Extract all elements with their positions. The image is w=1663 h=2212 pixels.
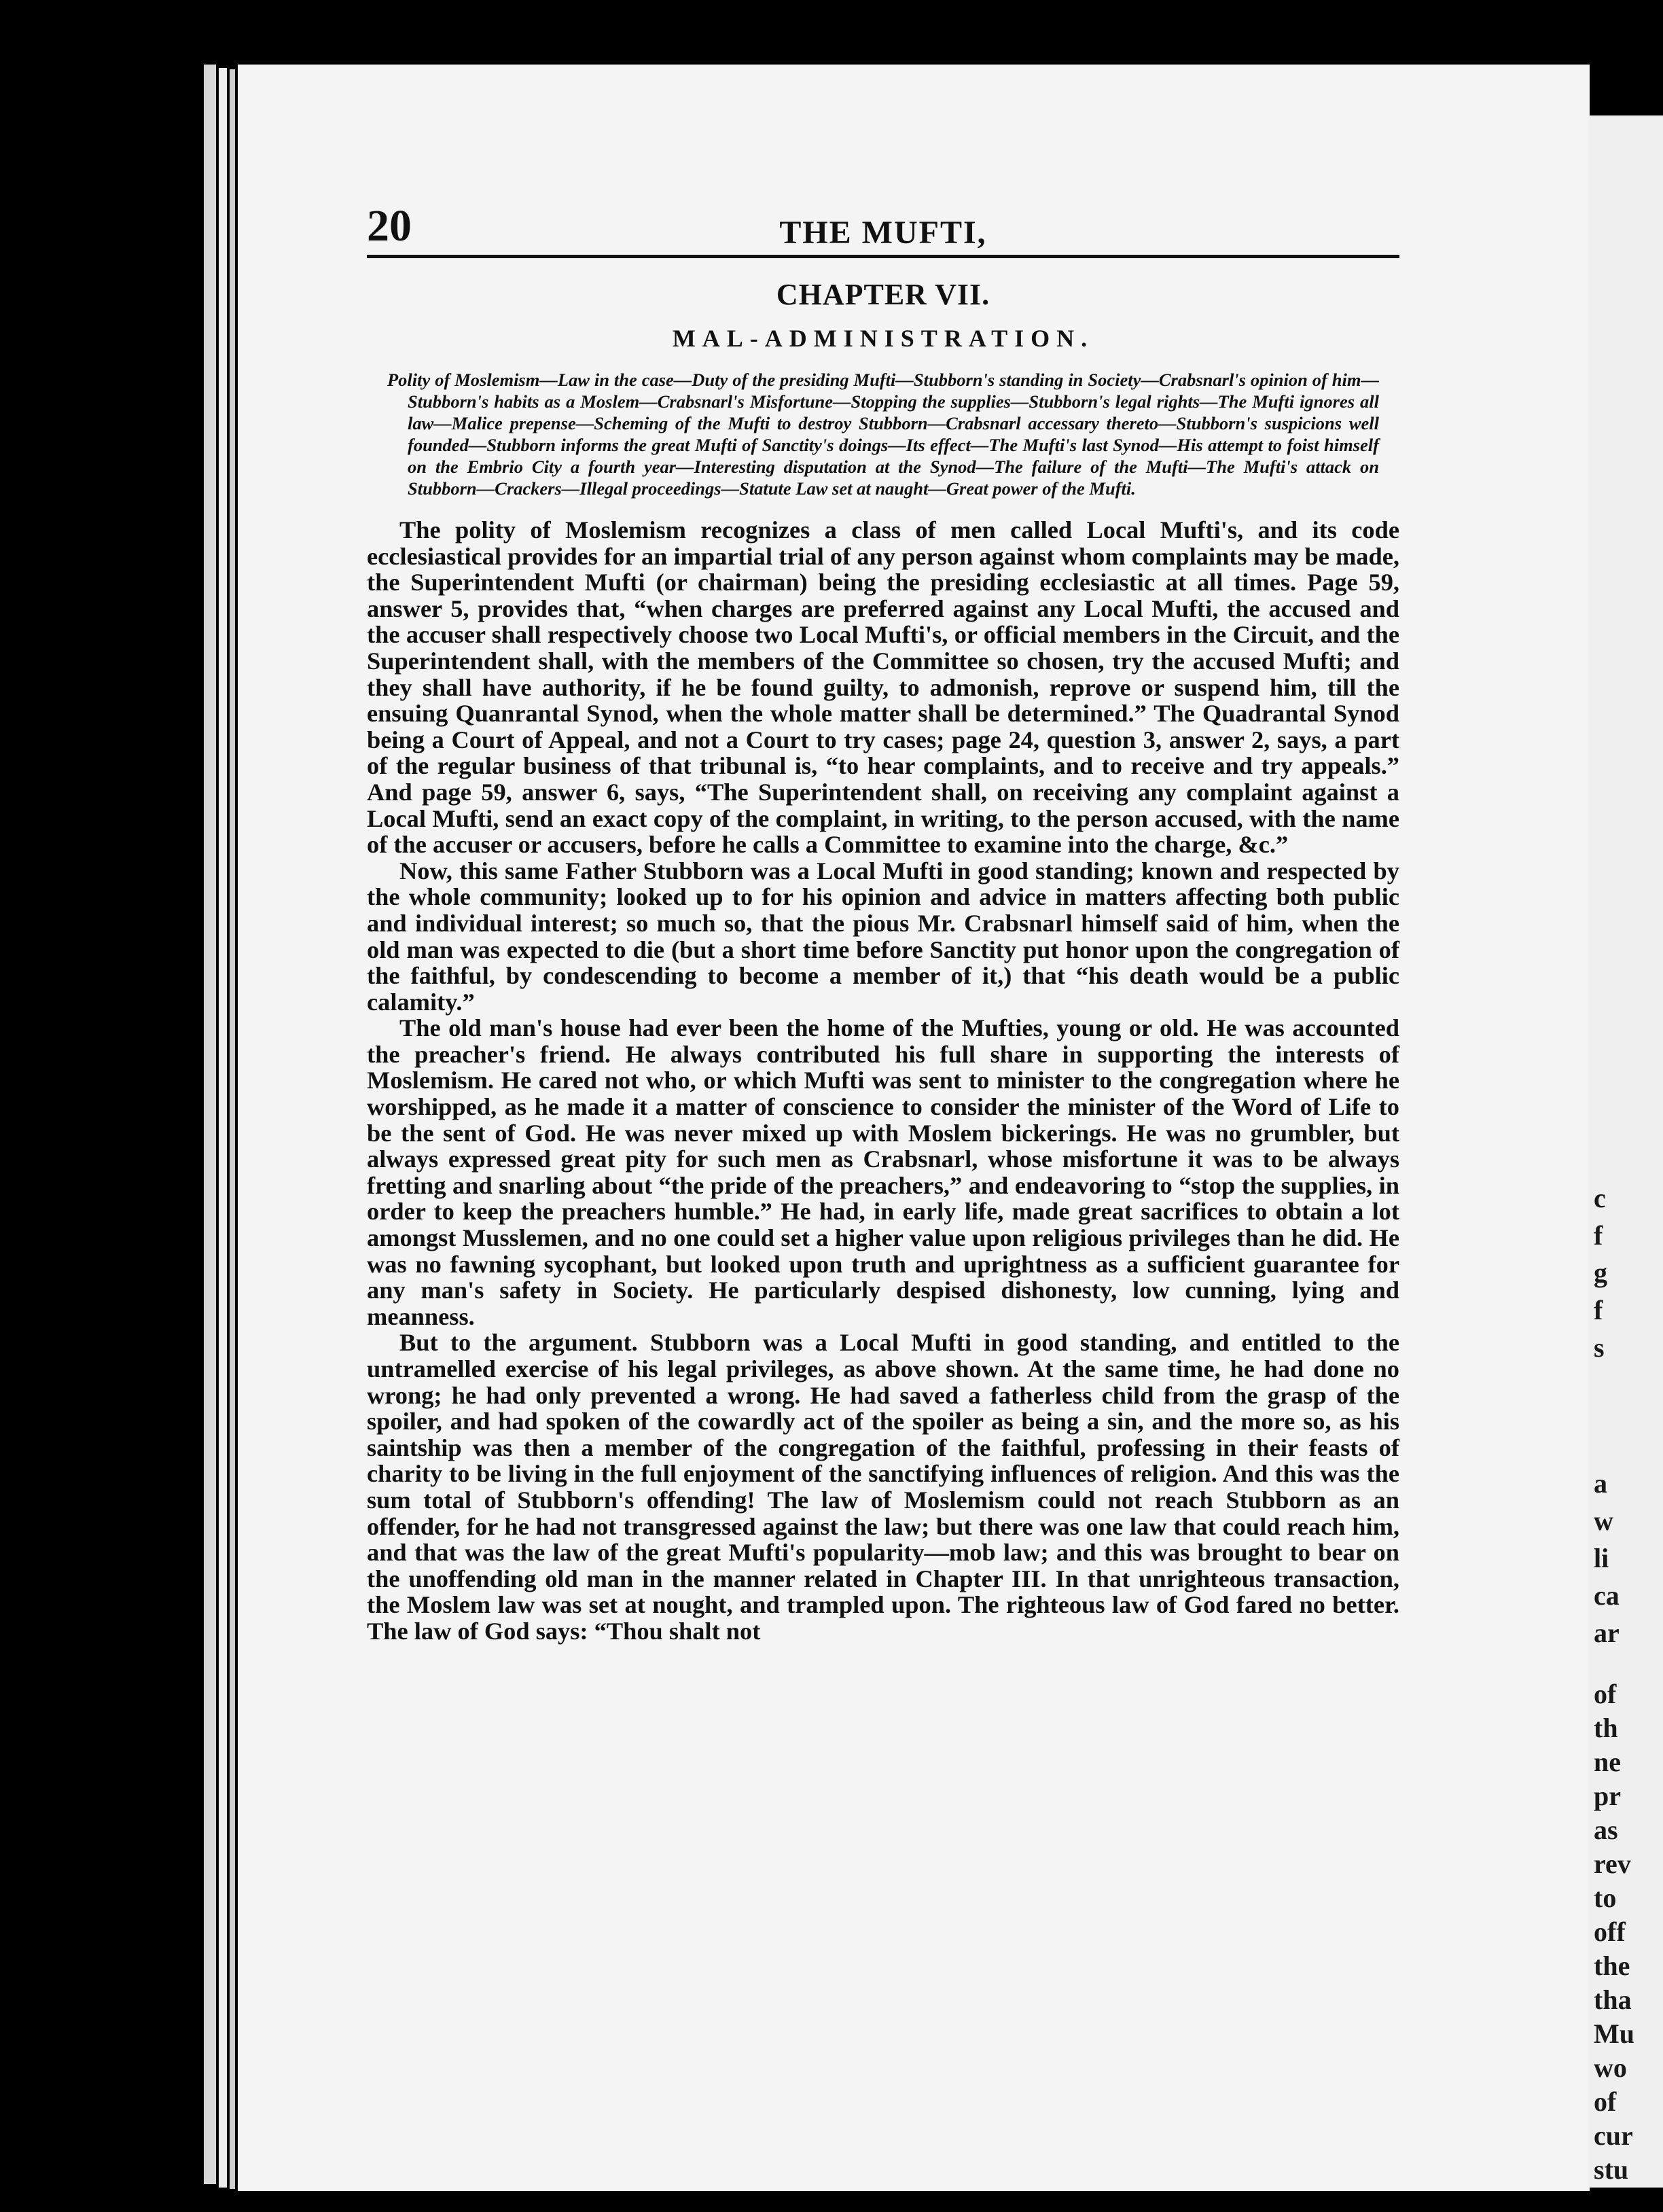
- adjacent-fragment: g: [1594, 1257, 1607, 1288]
- adjacent-fragment: s: [1594, 1332, 1605, 1363]
- adjacent-fragment: off: [1594, 1916, 1626, 1947]
- adjacent-fragment: of: [1594, 1679, 1617, 1709]
- paragraph: The old man's house had ever been the home of the Mufties, young or old. He was accounted the preacher's friend. He always contributed his full share in supporting the interests of Moslemism. He cared not who, or which Mufti was sent to minister to the congregation where he worshipped, as he made it a matter of conscience to consider the minister of the Word of Life to be the sent of God. He was never mixed up with Moslem bickerings. He was no grumbler, but always expressed great pity for such men as Crabsnarl, whose misfortune it was to be always fretting and snarling about “the pride of the preachers,” and endeavoring to “stop the supplies, in order to keep the preachers humble.” He had, in early life, made great sacrifices to obtain a lot amongst Musslemen, and no one could set a higher value upon religious privileges than he did. He was no fawning sycophant, but looked upon truth and uprightness as a sufficient guarantee for any man's safety in Society. He particularly despised dishonesty, low cunning, lying and meanness.: [367, 1014, 1399, 1330]
- adjacent-fragment: li: [1594, 1543, 1609, 1573]
- adjacent-fragment: th: [1594, 1713, 1618, 1743]
- adjacent-fragment: a: [1594, 1468, 1607, 1499]
- adjacent-fragment: wo: [1594, 2052, 1627, 2083]
- page-number: 20: [367, 201, 412, 251]
- page-edge: [230, 69, 235, 2189]
- adjacent-fragment: stu: [1594, 2154, 1629, 2185]
- adjacent-fragment: Mu: [1594, 2018, 1634, 2049]
- adjacent-fragment: ca: [1594, 1580, 1620, 1611]
- adjacent-fragment: tha: [1594, 1984, 1632, 2015]
- adjacent-fragment: f: [1594, 1220, 1603, 1251]
- adjacent-fragment: c: [1594, 1183, 1606, 1213]
- adjacent-fragment: cur: [1594, 2120, 1633, 2151]
- adjacent-fragment: the: [1594, 1950, 1630, 1981]
- chapter-synopsis: Polity of Moslemism—Law in the case—Duty of the presiding Mufti—Stubborn's standing in Society—Crabsnarl's opinion of him—Stubborn's habits as a Moslem—Crabsnarl's Misfortune—Stopping the supplies—Stubborn's legal rights—The Mufti ignores all law—Malice prepense—Scheming of the Mufti to destroy Stubborn—Crabsnarl accessary thereto—Stubborn's suspicions well founded—Stubborn informs the great Mufti of Sanctity's doings—Its effect—The Mufti's last Synod—His attempt to foist himself on the Embrio City a fourth year—Interesting disputation at the Synod—The failure of the Mufti—The Mufti's attack on Stubborn—Crackers—Illegal proceedings—Statute Law set at naught—Great power of the Mufti.: [387, 370, 1379, 499]
- adjacent-fragment: ne: [1594, 1747, 1621, 1777]
- adjacent-fragment: to: [1594, 1883, 1617, 1913]
- adjacent-fragment: f: [1594, 1295, 1603, 1325]
- adjacent-fragment: rev: [1594, 1849, 1631, 1879]
- chapter-title: MAL-ADMINISTRATION.: [672, 325, 1094, 352]
- adjacent-fragment: of: [1594, 2086, 1617, 2117]
- adjacent-fragment: as: [1594, 1815, 1618, 1845]
- page-content: [367, 200, 1399, 1645]
- paragraph: But to the argument. Stubborn was a Local Mufti in good standing, and entitled to the untramelled exercise of his legal privileges, as above shown. At the same time, he had done no wrong; he had only prevented a wrong. He had saved a fatherless child from the grasp of the spoiler, and had spoken of the cowardly act of the spoiler as being a sin, and the more so, as his saintship was then a member of the congregation of the faithful, professing in their feasts of charity to be living in the full enjoyment of the sanctifying influences of religion. And this was the sum total of Stubborn's offending! The law of Moslemism could not reach Stubborn as an offender, for he had not transgressed against the law; but there was one law that could reach him, and that was the law of the great Mufti's popularity—mob law; and this was brought to bear on the unoffending old man in the manner related in Chapter III. In that unrighteous transaction, the Moslem law was set at nought, and trampled upon. The righteous law of God fared no better. The law of God says: “Thou shalt not: [367, 1329, 1399, 1645]
- adjacent-fragment: w: [1594, 1505, 1613, 1536]
- running-title: THE MUFTI,: [779, 215, 987, 251]
- adjacent-fragment: pr: [1594, 1781, 1621, 1811]
- adjacent-page: [1588, 115, 1663, 2188]
- page-edge: [219, 68, 227, 2188]
- running-head: [367, 200, 1399, 258]
- paragraph: Now, this same Father Stubborn was a Local Mufti in good standing; known and respected by the whole community; looked up to for his opinion and advice in matters affecting both public and individual interest; so much so, that the pious Mr. Crabsnarl himself said of him, when the old man was expected to die (but a short time before Sanctity put honor upon the congregation of the faithful, by condescending to become a member of it,) that “his death would be a public calamity.”: [367, 857, 1399, 1016]
- page-edge: [204, 65, 216, 2184]
- paragraph: The polity of Moslemism recognizes a class of men called Local Mufti's, and its code ecclesiastical provides for an impartial trial of any person against whom complaints may be made, the Superintendent Mufti (or chairman) being the presiding ecclesiastic at all times. Page 59, answer 5, provides that, “when charges are preferred against any Local Mufti, the accused and the accuser shall respectively choose two Local Mufti's, or official members in the Circuit, and the Superintendent shall, with the members of the Committee so chosen, try the accused Mufti; and they shall have authority, if he be found guilty, to admonish, reprove or suspend him, till the ensuing Quanrantal Synod, when the whole matter shall be determined.” The Quadrantal Synod being a Court of Appeal, and not a Court to try cases; page 24, question 3, answer 2, says, a part of the regular business of that tribunal is, “to hear complaints, and to receive and try appeals.” And page 59, answer 6, says, “The Superintendent shall, on receiving any complaint against a Local Mufti, send an exact copy of the complaint, in writing, to the person accused, with the name of the accuser or accusers, before he calls a Committee to examine into the charge, &c.”: [367, 516, 1399, 859]
- book-page: [238, 65, 1590, 2191]
- chapter-number: CHAPTER VII.: [776, 278, 990, 311]
- adjacent-fragment: ar: [1594, 1618, 1620, 1648]
- body-text: [367, 517, 1399, 1645]
